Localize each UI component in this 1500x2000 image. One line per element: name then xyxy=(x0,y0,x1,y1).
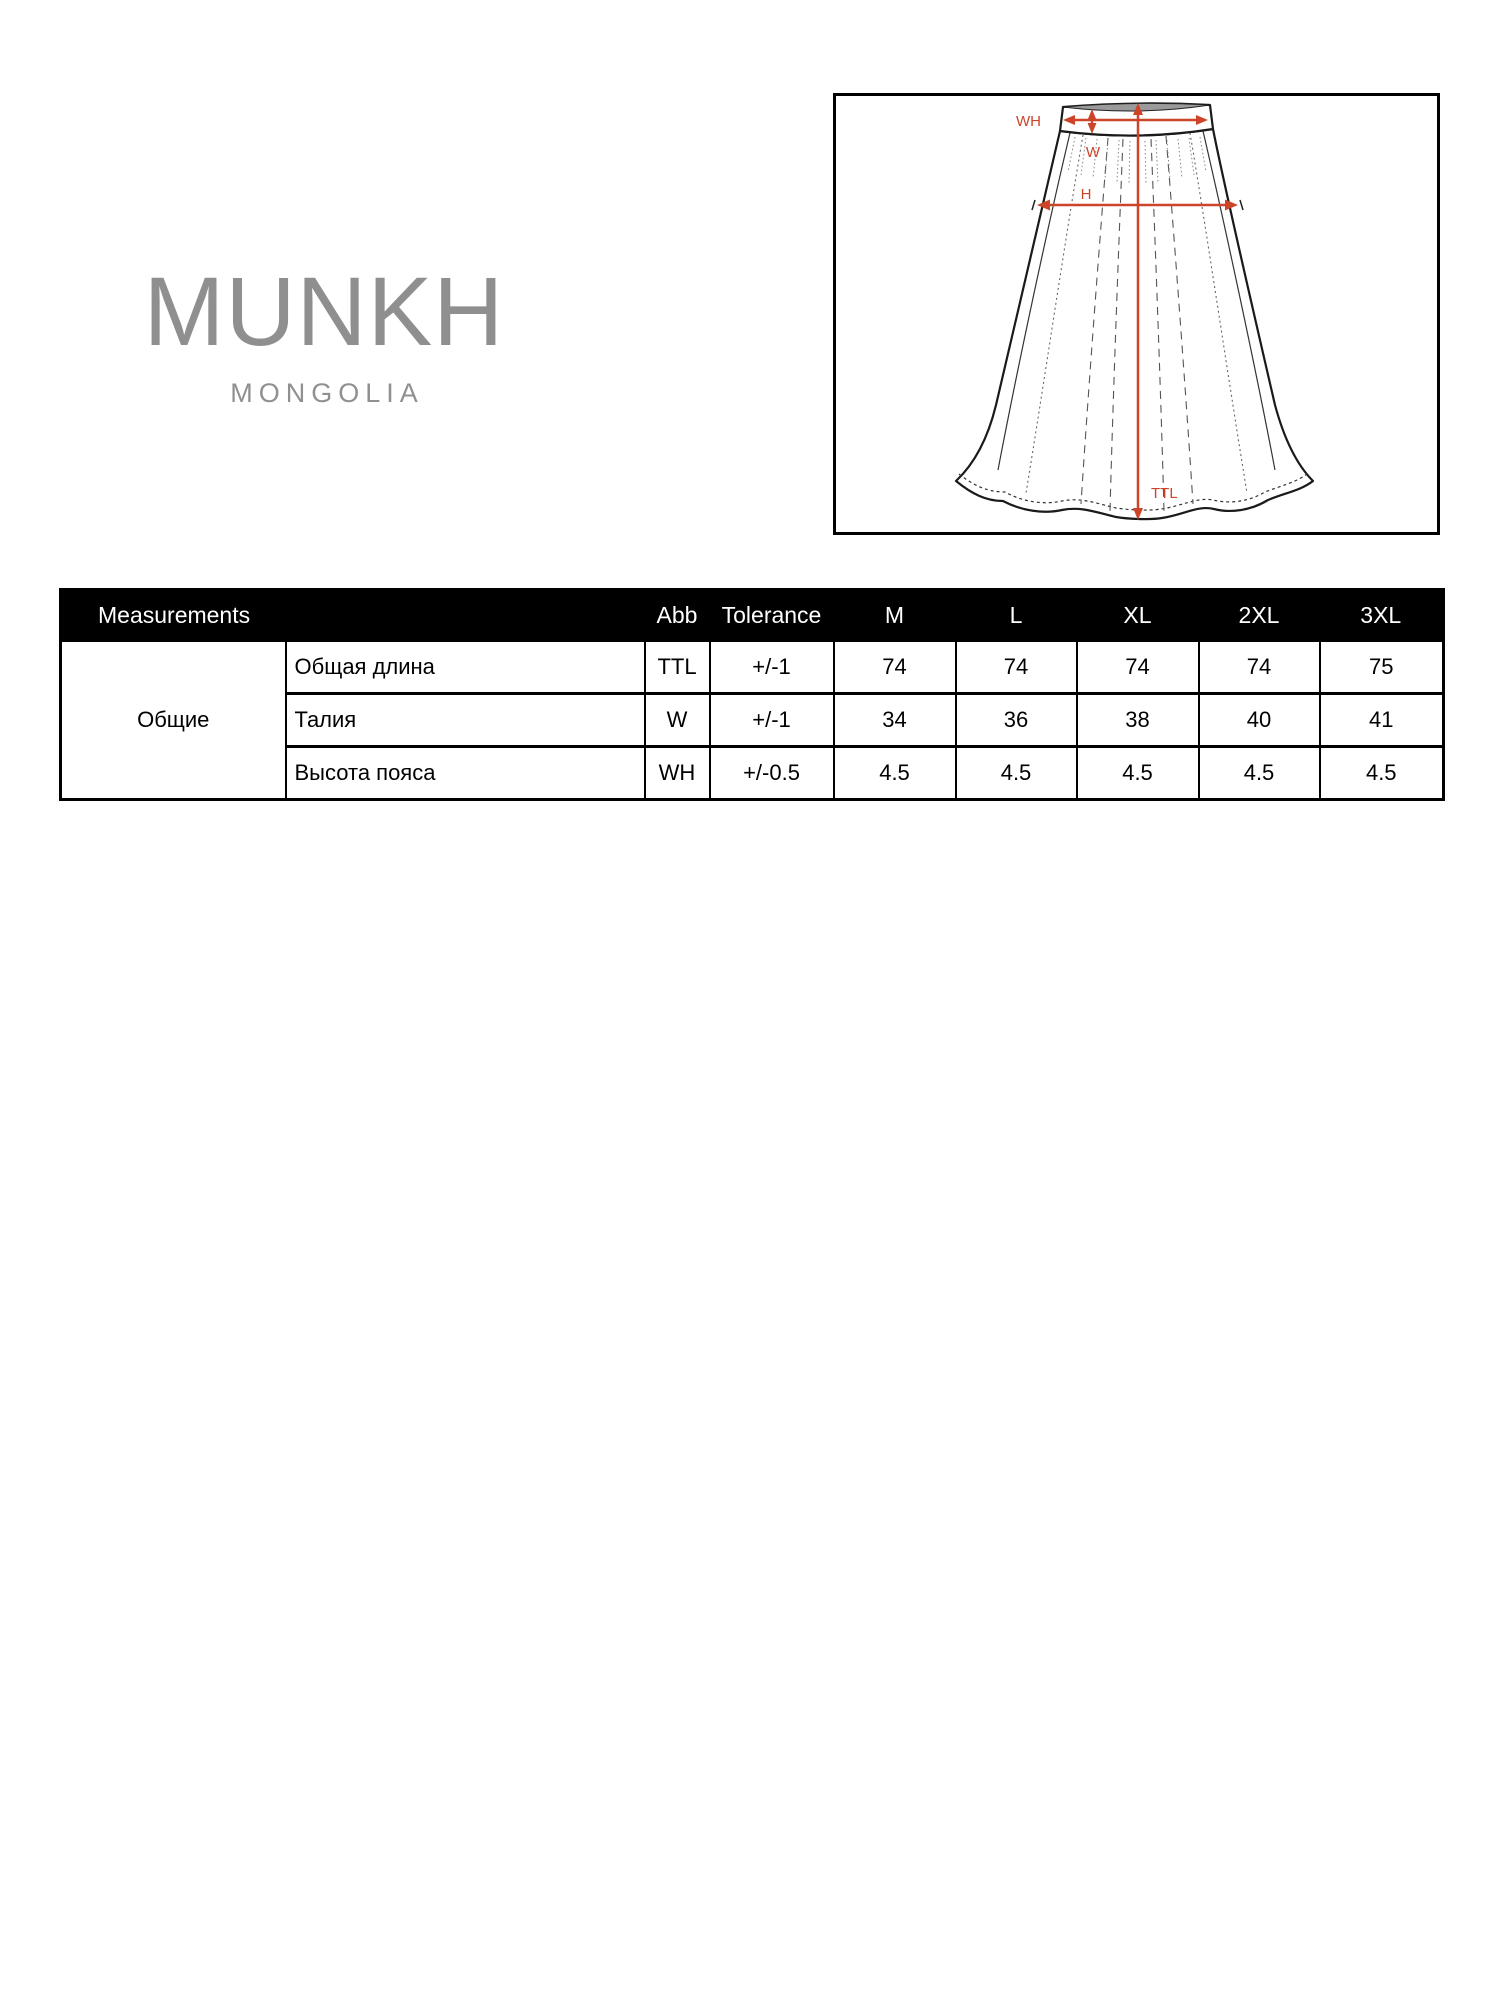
size-value: 34 xyxy=(834,694,956,747)
header-size-xl: XL xyxy=(1077,590,1199,642)
garment-diagram-frame xyxy=(833,93,1440,535)
skirt-body xyxy=(956,129,1313,519)
brand-name: MUNKH xyxy=(143,257,505,366)
size-value: 74 xyxy=(1199,641,1320,694)
wh-label: WH xyxy=(1016,113,1041,130)
measurement-tolerance: +/-1 xyxy=(710,641,834,694)
size-value: 4.5 xyxy=(834,747,956,800)
measurement-abb: WH xyxy=(645,747,710,800)
measurement-abb: TTL xyxy=(645,641,710,694)
size-value: 74 xyxy=(956,641,1077,694)
ttl-label: TTL xyxy=(1151,485,1178,502)
measurement-name: Высота пояса xyxy=(286,747,645,800)
size-value: 38 xyxy=(1077,694,1199,747)
measurement-row xyxy=(61,641,1444,694)
size-value: 4.5 xyxy=(1077,747,1199,800)
measurement-name: Талия xyxy=(286,694,645,747)
header-size-l: L xyxy=(956,590,1077,642)
h-label: H xyxy=(1080,186,1092,203)
size-value: 74 xyxy=(834,641,956,694)
size-value: 4.5 xyxy=(956,747,1077,800)
header-size-m: M xyxy=(834,590,956,642)
size-value: 41 xyxy=(1320,694,1444,747)
measurement-abb: W xyxy=(645,694,710,747)
skirt-technical-drawing xyxy=(836,96,1437,532)
header-abb: Abb xyxy=(645,590,710,642)
measurements-table xyxy=(59,588,1445,801)
size-value: 36 xyxy=(956,694,1077,747)
table-header-row xyxy=(61,590,1444,642)
measurement-tolerance: +/-0.5 xyxy=(710,747,834,800)
header-tolerance: Tolerance xyxy=(710,590,834,642)
header-size-2xl: 2XL xyxy=(1199,590,1320,642)
header-size-3xl: 3XL xyxy=(1320,590,1444,642)
size-value: 4.5 xyxy=(1320,747,1444,800)
w-label: W xyxy=(1085,144,1101,161)
size-value: 4.5 xyxy=(1199,747,1320,800)
measurement-name: Общая длина xyxy=(286,641,645,694)
measurement-tolerance: +/-1 xyxy=(710,694,834,747)
group-cell: Общие xyxy=(61,641,286,800)
size-value: 40 xyxy=(1199,694,1320,747)
brand-logo xyxy=(140,257,508,409)
size-value: 75 xyxy=(1320,641,1444,694)
brand-region: MONGOLIA xyxy=(230,377,424,408)
size-value: 74 xyxy=(1077,641,1199,694)
header-measurements: Measurements xyxy=(61,590,645,642)
